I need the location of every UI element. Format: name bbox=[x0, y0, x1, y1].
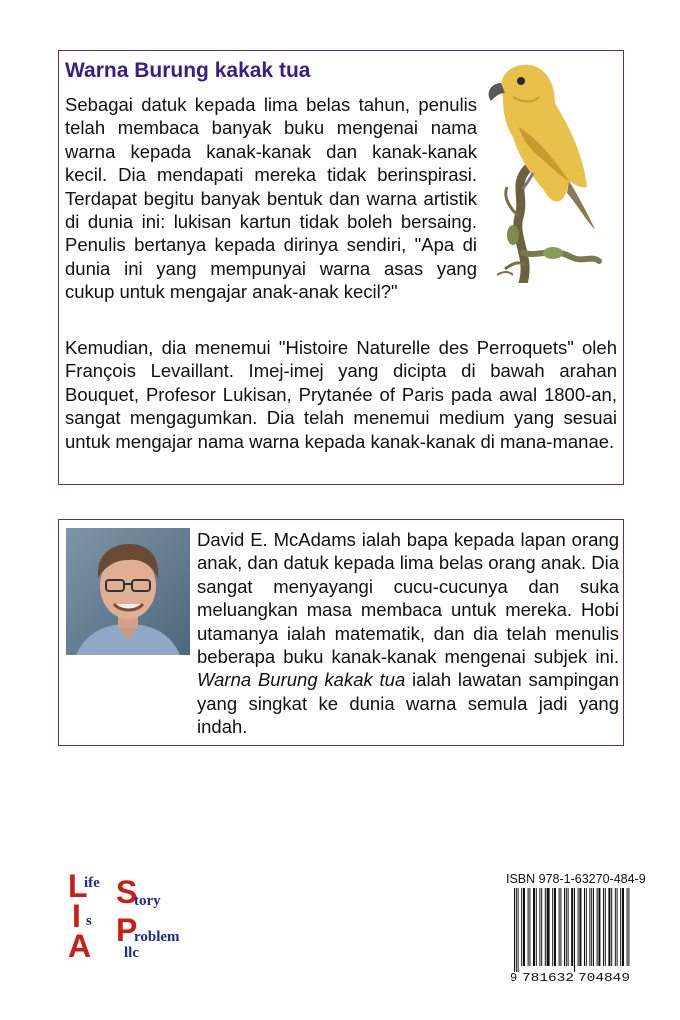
barcode-bar bbox=[598, 888, 600, 966]
author-bio-book-title: Warna Burung kakak tua bbox=[197, 669, 406, 691]
barcode-bar bbox=[597, 888, 598, 966]
barcode-bar bbox=[560, 888, 561, 966]
logo-word-ife: ife bbox=[84, 875, 100, 891]
barcode-bar bbox=[622, 888, 624, 966]
book-title: Warna Burung kakak tua bbox=[65, 59, 311, 82]
barcode-digits-group1: 781632 bbox=[522, 971, 574, 983]
logo-letter-a: A bbox=[68, 928, 91, 964]
logo-word-roblem: roblem bbox=[134, 929, 180, 945]
barcode-bar bbox=[603, 888, 604, 966]
barcode-bar bbox=[586, 888, 587, 966]
barcode-bar bbox=[620, 888, 621, 966]
barcode-bar bbox=[518, 888, 519, 972]
publisher-logo bbox=[68, 870, 198, 965]
barcode-bar bbox=[521, 888, 522, 966]
about-paragraph-1: Sebagai datuk kepada lima belas tahun, penulis telah membaca banyak buku mengenai nama warna kepada kanak-kanak dan kanak-kanak kecil. Dia mendapati mereka tidak berinspirasi. Terdapat begitu banyak bentuk dan warna artistik di dunia ini: lukisan kartun tidak boleh bersaing. Penulis bertanya kepada dirinya sendiri, "Apa di dunia ini yang mempunyai warna asas yang cukup untuk mengajar anak-anak kecil?" bbox=[65, 94, 477, 303]
barcode-bar bbox=[617, 888, 618, 966]
barcode-bar bbox=[514, 888, 515, 972]
author-bio-part2: ialah lawatan sampingan yang singkat ke dunia warna semula jadi yang indah. bbox=[197, 669, 619, 738]
author-photo bbox=[66, 528, 190, 655]
barcode-digits-group2: 704849 bbox=[578, 971, 630, 983]
parrot-illustration bbox=[483, 57, 615, 283]
about-book-box bbox=[58, 50, 624, 485]
barcode-bar bbox=[605, 888, 606, 966]
barcode-bar bbox=[593, 888, 594, 966]
barcode-bar bbox=[554, 888, 556, 966]
barcode-bar bbox=[528, 888, 529, 966]
logo-letter-p: P bbox=[116, 912, 137, 948]
barcode-bar bbox=[584, 888, 585, 966]
barcode-bar bbox=[571, 888, 573, 966]
barcode-bar bbox=[611, 888, 612, 966]
barcode-bar bbox=[591, 888, 592, 966]
barcode-bar bbox=[516, 888, 517, 972]
barcode-bar bbox=[529, 888, 530, 966]
barcode-bar bbox=[564, 888, 565, 966]
barcode-bar bbox=[608, 888, 610, 966]
barcode-bar bbox=[545, 888, 546, 966]
barcode-bar bbox=[589, 888, 590, 966]
barcode-bar bbox=[559, 888, 560, 966]
logo-word-tory: tory bbox=[134, 893, 161, 909]
barcode-bar bbox=[541, 888, 542, 966]
isbn-label: ISBN 978-1-63270-484-9 bbox=[506, 872, 646, 886]
author-box bbox=[58, 519, 624, 746]
barcode-bar bbox=[552, 888, 553, 966]
barcode-bar bbox=[628, 888, 629, 966]
barcode-bar bbox=[568, 888, 569, 966]
logo-letter-s: S bbox=[116, 874, 137, 910]
barcode-bar bbox=[627, 888, 628, 966]
barcode-digit-first: 9 bbox=[510, 971, 518, 983]
isbn-barcode bbox=[510, 888, 632, 983]
logo-word-llc: llc bbox=[124, 945, 139, 961]
barcode-bar bbox=[547, 888, 550, 966]
author-bio-part1: David E. McAdams ialah bapa kepada lapan orang anak, dan datuk kepada lima belas orang anak. Dia sangat menyayangi cucu-cucunya dan suka meluangkan masa membaca untuk mereka. Hobi utamanya ialah matematik, dan dia telah menulis beberapa buku kanak-kanak mengenai subjek ini. bbox=[197, 529, 619, 668]
about-paragraph-2: Kemudian, dia menemui "Histoire Naturelle des Perroquets" oleh François Levaillant. Imej-imej yang dicipta di bawah arahan Bouquet, Profesor Lukisan, Prytanée of Paris pada awal 1800-an, sangat mengagumkan. Dia telah menemui medium yang sesuai untuk mengajar nama warna kepada kanak-kanak di mana-manae. bbox=[65, 337, 617, 452]
author-bio bbox=[197, 528, 619, 739]
barcode-bar bbox=[574, 888, 575, 972]
logo-letter-l: L bbox=[68, 868, 87, 904]
barcode-bar bbox=[566, 888, 567, 966]
barcode-bar bbox=[615, 888, 616, 966]
logo-word-s: s bbox=[86, 913, 92, 929]
barcode-bar bbox=[523, 888, 525, 966]
barcode-bar bbox=[579, 888, 581, 966]
barcode-bar bbox=[539, 888, 540, 966]
barcode-bar bbox=[533, 888, 535, 966]
barcode-bar bbox=[578, 888, 579, 966]
barcode-bar bbox=[536, 888, 537, 966]
logo-letter-i: I bbox=[72, 898, 80, 934]
